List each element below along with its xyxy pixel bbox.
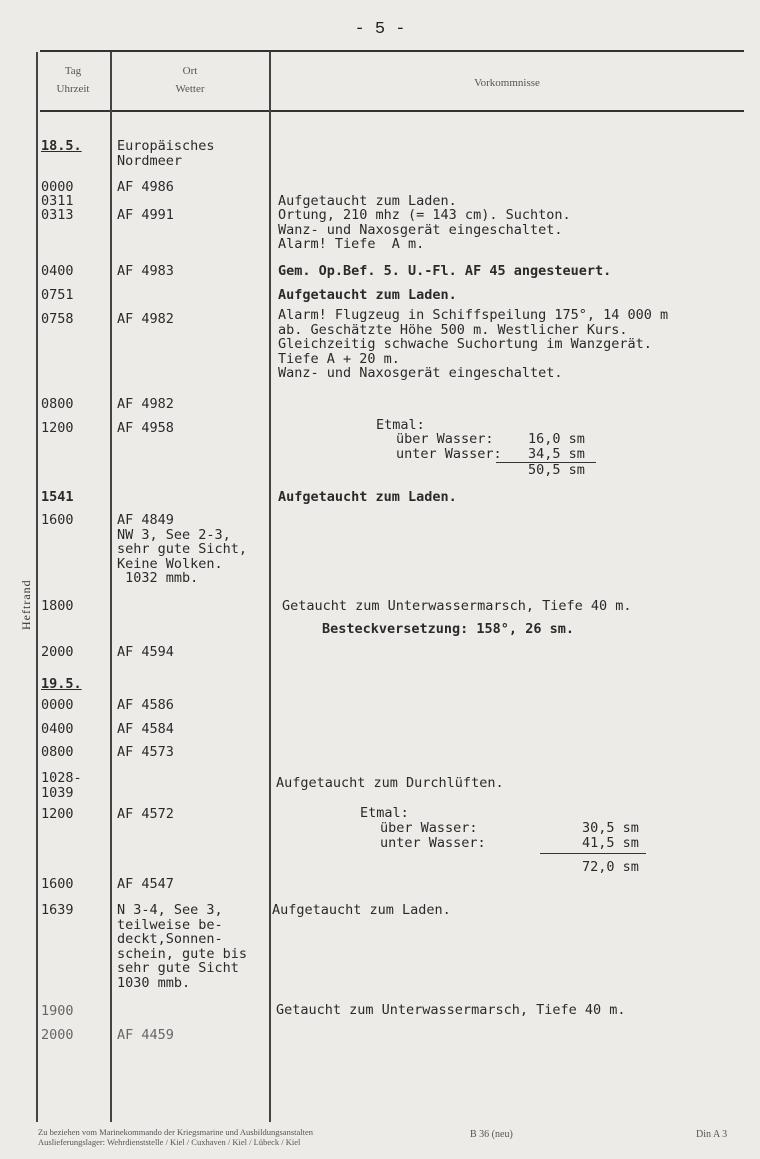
event-text: Aufgetaucht zum Durchlüften. xyxy=(276,775,504,791)
column-divider-2 xyxy=(110,52,112,1122)
margin-label: Heftrand xyxy=(19,579,33,630)
weather-cell: AF 4849 NW 3, See 2-3, sehr gute Sicht, Keine Wolken. 1032 mmb. xyxy=(117,512,248,586)
event-text: Gem. Op.Bef. 5. U.-Fl. AF 45 angesteuert. xyxy=(278,263,612,279)
time-cell: 0758 xyxy=(41,311,74,327)
header-vorkommnisse: Vorkommnisse xyxy=(474,77,540,89)
position-cell: AF 4982 xyxy=(117,311,174,327)
time-cell: 0400 xyxy=(41,263,74,279)
position-cell: AF 4586 xyxy=(117,697,174,713)
time-cell: 1639 xyxy=(41,902,74,918)
etmal-2-total: 72,0 sm xyxy=(582,859,639,875)
position-cell: AF 4982 xyxy=(117,396,174,412)
time-cell: 0751 xyxy=(41,287,74,303)
header-ort-wetter xyxy=(112,62,268,98)
header-tag: Tag xyxy=(64,65,82,77)
position-cell: AF 4991 xyxy=(117,207,174,223)
position-cell: AF 4572 xyxy=(117,806,174,822)
time-cell: 1200 xyxy=(41,806,74,822)
position-cell: AF 4547 xyxy=(117,876,174,892)
etmal-1-over-label: über Wasser: xyxy=(396,431,494,447)
footer-left-line-1: Zu beziehen vom Marinekommando der Kriegsmarine und Ausbildungsanstalten xyxy=(38,1127,314,1137)
time-cell: 1200 xyxy=(41,420,74,436)
etmal-2-sum-rule xyxy=(540,853,646,854)
page-number: - 5 - xyxy=(354,20,406,39)
position-cell: Europäisches Nordmeer xyxy=(117,138,215,169)
etmal-1-title: Etmal: xyxy=(376,417,425,433)
footer-left-line-2: Auslieferungslager: Wehrdienststelle / Kiel / Cuxhaven / Kiel / Lübeck / Kiel xyxy=(38,1137,301,1147)
event-text: Getaucht zum Unterwassermarsch, Tiefe 40 m. xyxy=(276,1002,626,1018)
time-cell: 0400 xyxy=(41,721,74,737)
position-cell: AF 4983 xyxy=(117,263,174,279)
header-wetter: Wetter xyxy=(175,83,205,95)
event-text: Ortung, 210 mhz (= 143 cm). Suchton. Wanz- und Naxosgerät eingeschaltet. Alarm! Tiefe A m. xyxy=(278,207,571,252)
footer-paper-size: Din A 3 xyxy=(696,1129,728,1140)
date-cell: 19.5. xyxy=(41,676,82,692)
etmal-1-under-label: unter Wasser: xyxy=(396,446,502,462)
event-text: Aufgetaucht zum Laden. xyxy=(278,489,457,505)
date-cell: 18.5. xyxy=(41,138,82,154)
time-cell: 0000 xyxy=(41,179,74,195)
time-cell: 1800 xyxy=(41,598,74,614)
etmal-1-over-value: 16,0 sm xyxy=(528,431,585,447)
time-cell: 0800 xyxy=(41,396,74,412)
position-cell: AF 4958 xyxy=(117,420,174,436)
time-cell: 1600 xyxy=(41,512,74,528)
etmal-2-over-label: über Wasser: xyxy=(380,820,478,836)
position-cell: AF 4584 xyxy=(117,721,174,737)
position-cell: AF 4594 xyxy=(117,644,174,660)
position-cell: AF 4573 xyxy=(117,744,174,760)
position-cell: AF 4986 xyxy=(117,179,174,195)
footer-form-number: B 36 (neu) xyxy=(470,1129,513,1140)
time-cell: 1028- 1039 xyxy=(41,770,82,801)
event-text: Getaucht zum Unterwassermarsch, Tiefe 40 m. xyxy=(282,598,632,614)
event-text: Aufgetaucht zum Laden. xyxy=(278,193,457,209)
header-uhrzeit: Uhrzeit xyxy=(56,83,90,95)
weather-cell: N 3-4, See 3, teilweise be- deckt,Sonnen- schein, gute bis sehr gute Sicht 1030 mmb. xyxy=(117,902,248,991)
time-cell: 0313 xyxy=(41,207,74,223)
header-ort: Ort xyxy=(182,65,198,77)
header-rule xyxy=(40,110,744,112)
time-cell: 1900 xyxy=(41,1003,74,1019)
header-tag-uhrzeit xyxy=(37,62,109,98)
time-cell: 1600 xyxy=(41,876,74,892)
event-text: Besteckversetzung: 158°, 26 sm. xyxy=(322,621,574,637)
etmal-2-title: Etmal: xyxy=(360,805,409,821)
etmal-2-under-value: 41,5 sm xyxy=(582,835,639,851)
time-cell: 0311 xyxy=(41,193,74,209)
etmal-2-under-label: unter Wasser: xyxy=(380,835,486,851)
etmal-1-under-value: 34,5 sm xyxy=(528,446,585,462)
event-text: Alarm! Flugzeug in Schiffspeilung 175°, 14 000 m ab. Geschätzte Höhe 500 m. Westlicher Kurs. Gleichzeitig schwache Suchortung im Wanzgerät. Tiefe A + 20 m. Wanz- und Naxosgerät eingeschaltet. xyxy=(278,307,669,381)
time-cell: 0000 xyxy=(41,697,74,713)
time-cell: 2000 xyxy=(41,644,74,660)
time-cell: 1541 xyxy=(41,489,74,505)
etmal-2-over-value: 30,5 sm xyxy=(582,820,639,836)
time-cell: 0800 xyxy=(41,744,74,760)
time-cell: 2000 xyxy=(41,1027,74,1043)
column-divider-3 xyxy=(269,52,271,1122)
event-text: Aufgetaucht zum Laden. xyxy=(272,902,451,918)
position-cell: AF 4459 xyxy=(117,1027,174,1043)
event-text: Aufgetaucht zum Laden. xyxy=(278,287,457,303)
footer-left xyxy=(38,1127,313,1147)
top-rule xyxy=(40,50,744,52)
column-divider-1 xyxy=(36,52,38,1122)
etmal-1-total: 50,5 sm xyxy=(528,462,585,478)
